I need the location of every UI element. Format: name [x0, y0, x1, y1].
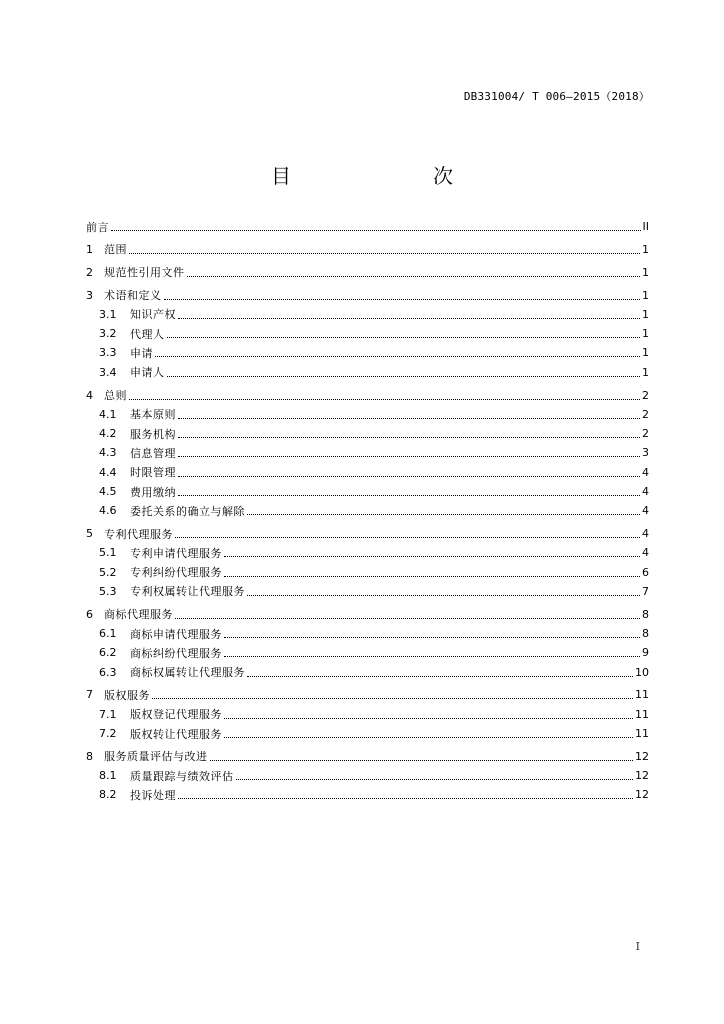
- toc-entry-page: 9: [642, 646, 649, 660]
- toc-entry-label: 委托关系的确立与解除: [130, 504, 245, 518]
- toc-entry-number: 3.1: [99, 307, 117, 321]
- toc-dot-leader: [178, 455, 640, 457]
- toc-entry-page: 1: [642, 265, 649, 279]
- toc-entry[interactable]: [86, 501, 649, 520]
- toc-dot-leader: [167, 375, 641, 377]
- toc-entry-page: 11: [635, 707, 649, 721]
- toc-entry-number: 7.1: [99, 707, 117, 721]
- toc-entry-number: 7: [86, 688, 93, 702]
- toc-entry-page: 3: [642, 446, 649, 460]
- toc-entry-label: 术语和定义: [104, 289, 162, 303]
- toc-entry-page: 4: [642, 465, 649, 479]
- toc-dot-leader: [224, 575, 640, 577]
- toc-entry-number: 3.4: [99, 365, 117, 379]
- toc-dot-leader: [129, 398, 640, 400]
- toc-entry-number: 4.4: [99, 465, 117, 479]
- toc-dot-leader: [178, 417, 640, 419]
- toc-entry[interactable]: [86, 217, 649, 236]
- toc-entry[interactable]: [86, 624, 649, 643]
- toc-entry-page: 8: [642, 607, 649, 621]
- toc-entry-page: 2: [642, 407, 649, 421]
- toc-entry-number: 4.2: [99, 427, 117, 441]
- toc-dot-leader: [224, 736, 633, 738]
- toc-dot-leader: [178, 317, 640, 319]
- toc-dot-leader: [178, 436, 640, 438]
- toc-entry-number: 3.3: [99, 346, 117, 360]
- toc-entry[interactable]: [86, 605, 649, 624]
- page-number: I: [635, 940, 640, 953]
- toc-entry-page: 12: [635, 769, 649, 783]
- toc-entry[interactable]: [86, 705, 649, 724]
- toc-entry[interactable]: [86, 305, 649, 324]
- toc-entry[interactable]: [86, 424, 649, 443]
- toc-entry-page: 6: [642, 565, 649, 579]
- toc-entry-number: 5.1: [99, 546, 117, 560]
- toc-entry-number: 2: [86, 265, 93, 279]
- toc-entry-label: 版权转让代理服务: [130, 727, 222, 741]
- toc-entry-label: 投诉处理: [130, 788, 176, 802]
- toc-entry-page: II: [642, 220, 649, 234]
- toc-entry-page: 11: [635, 727, 649, 741]
- toc-entry-page: 12: [635, 788, 649, 802]
- toc-entry-number: 5: [86, 527, 93, 541]
- toc-entry[interactable]: [86, 343, 649, 362]
- toc-entry-label: 专利申请代理服务: [130, 546, 222, 560]
- toc-entry-page: 4: [642, 546, 649, 560]
- toc-dot-leader: [247, 675, 633, 677]
- toc-dot-leader: [175, 617, 640, 619]
- toc-entry-label: 知识产权: [130, 308, 176, 322]
- toc-entry-label: 专利纠纷代理服务: [130, 566, 222, 580]
- toc-entry-label: 前言: [86, 220, 109, 234]
- toc-entry-number: 6: [86, 607, 93, 621]
- toc-entry-number: 4.5: [99, 485, 117, 498]
- toc-entry-number: 1: [86, 242, 93, 256]
- toc-entry-number: 8.2: [99, 788, 117, 802]
- toc-entry-page: 7: [642, 584, 649, 598]
- toc-entry-label: 服务机构: [130, 427, 176, 441]
- toc-entry-label: 商标权属转让代理服务: [130, 666, 245, 680]
- toc-entry[interactable]: [86, 524, 649, 543]
- toc-entry-page: 1: [642, 346, 649, 360]
- toc-entry-label: 商标申请代理服务: [130, 627, 222, 641]
- toc-entry[interactable]: [86, 285, 649, 304]
- toc-entry-label: 版权服务: [104, 688, 150, 702]
- toc-entry-label: 质量跟踪与绩效评估: [130, 769, 234, 783]
- toc-entry-label: 规范性引用文件: [104, 266, 185, 280]
- toc-dot-leader: [210, 759, 634, 761]
- toc-entry[interactable]: [86, 385, 649, 404]
- toc-entry[interactable]: [86, 240, 649, 259]
- toc-dot-leader: [224, 717, 633, 719]
- toc-entry-page: 1: [642, 365, 649, 379]
- standard-code: DB331004/ T 006—2015（2018）: [463, 90, 650, 103]
- toc-entry[interactable]: [86, 324, 649, 343]
- toc-entry-label: 总则: [104, 389, 127, 403]
- toc-entry-number: 5.2: [99, 565, 117, 579]
- toc-entry-label: 版权登记代理服务: [130, 708, 222, 722]
- table-of-contents: [86, 217, 649, 805]
- toc-entry-page: 4: [642, 504, 649, 518]
- toc-entry-number: 6.1: [99, 627, 117, 641]
- toc-entry-label: 基本原则: [130, 408, 176, 422]
- toc-entry[interactable]: [86, 766, 649, 785]
- toc-dot-leader: [175, 536, 640, 538]
- toc-dot-leader: [224, 555, 640, 557]
- toc-entry-label: 申请人: [130, 366, 165, 380]
- toc-entry-number: 4.3: [99, 446, 117, 460]
- toc-entry[interactable]: [86, 543, 649, 562]
- toc-entry-number: 8.1: [99, 769, 117, 783]
- toc-entry-label: 费用缴纳: [130, 485, 176, 499]
- toc-entry-number: 8: [86, 749, 93, 763]
- toc-entry[interactable]: [86, 363, 649, 382]
- toc-entry[interactable]: [86, 785, 649, 804]
- toc-dot-leader: [187, 275, 641, 277]
- toc-entry-page: 2: [642, 388, 649, 402]
- toc-entry[interactable]: [86, 663, 649, 682]
- toc-entry[interactable]: [86, 643, 649, 662]
- toc-dot-leader: [155, 355, 640, 357]
- toc-entry-number: 3.2: [99, 327, 117, 341]
- toc-entry[interactable]: [86, 482, 649, 501]
- toc-dot-leader: [152, 697, 633, 699]
- toc-entry-label: 服务质量评估与改进: [104, 750, 208, 764]
- toc-entry-page: 2: [642, 427, 649, 441]
- toc-entry[interactable]: [86, 263, 649, 282]
- toc-dot-leader: [178, 494, 640, 496]
- toc-entry[interactable]: [86, 443, 649, 462]
- toc-entry-number: 5.3: [99, 584, 117, 598]
- toc-dot-leader: [247, 594, 640, 596]
- toc-entry-page: 8: [642, 627, 649, 641]
- toc-entry-label: 申请: [130, 346, 153, 360]
- toc-entry-page: 12: [635, 749, 649, 763]
- toc-entry-number: 4.6: [99, 504, 117, 518]
- toc-entry-label: 商标代理服务: [104, 608, 173, 622]
- toc-entry-page: 1: [642, 242, 649, 256]
- toc-entry-number: 7.2: [99, 727, 117, 741]
- toc-entry-number: 6.3: [99, 665, 117, 679]
- toc-entry-page: 1: [642, 327, 649, 341]
- toc-entry-page: 11: [635, 688, 649, 702]
- toc-title: 目 次: [271, 164, 487, 188]
- toc-entry[interactable]: [86, 582, 649, 601]
- toc-entry[interactable]: [86, 405, 649, 424]
- toc-entry[interactable]: [86, 563, 649, 582]
- toc-dot-leader: [178, 797, 633, 799]
- toc-dot-leader: [224, 636, 640, 638]
- toc-entry-label: 专利权属转让代理服务: [130, 585, 245, 599]
- toc-entry-page: 1: [642, 288, 649, 302]
- toc-dot-leader: [178, 475, 640, 477]
- toc-dot-leader: [236, 778, 634, 780]
- toc-entry-page: 1: [642, 307, 649, 321]
- toc-dot-leader: [224, 655, 640, 657]
- toc-entry[interactable]: [86, 724, 649, 743]
- toc-dot-leader: [164, 298, 641, 300]
- toc-entry[interactable]: [86, 685, 649, 704]
- toc-entry-label: 专利代理服务: [104, 527, 173, 541]
- toc-entry-number: 4: [86, 388, 93, 402]
- toc-dot-leader: [247, 513, 640, 515]
- toc-dot-leader: [167, 336, 641, 338]
- toc-entry-page: 4: [642, 527, 649, 541]
- toc-dot-leader: [129, 252, 640, 254]
- toc-entry-label: 范围: [104, 243, 127, 257]
- toc-entry-label: 代理人: [130, 327, 165, 341]
- toc-entry-label: 信息管理: [130, 446, 176, 460]
- toc-dot-leader: [111, 229, 641, 231]
- toc-entry-number: 4.1: [99, 407, 117, 421]
- toc-entry-number: 3: [86, 288, 93, 302]
- toc-entry-label: 时限管理: [130, 466, 176, 480]
- toc-entry[interactable]: [86, 747, 649, 766]
- toc-entry-page: 10: [635, 665, 649, 679]
- toc-entry-number: 6.2: [99, 646, 117, 660]
- toc-entry[interactable]: [86, 463, 649, 482]
- toc-entry-label: 商标纠纷代理服务: [130, 646, 222, 660]
- toc-entry-page: 4: [642, 485, 649, 498]
